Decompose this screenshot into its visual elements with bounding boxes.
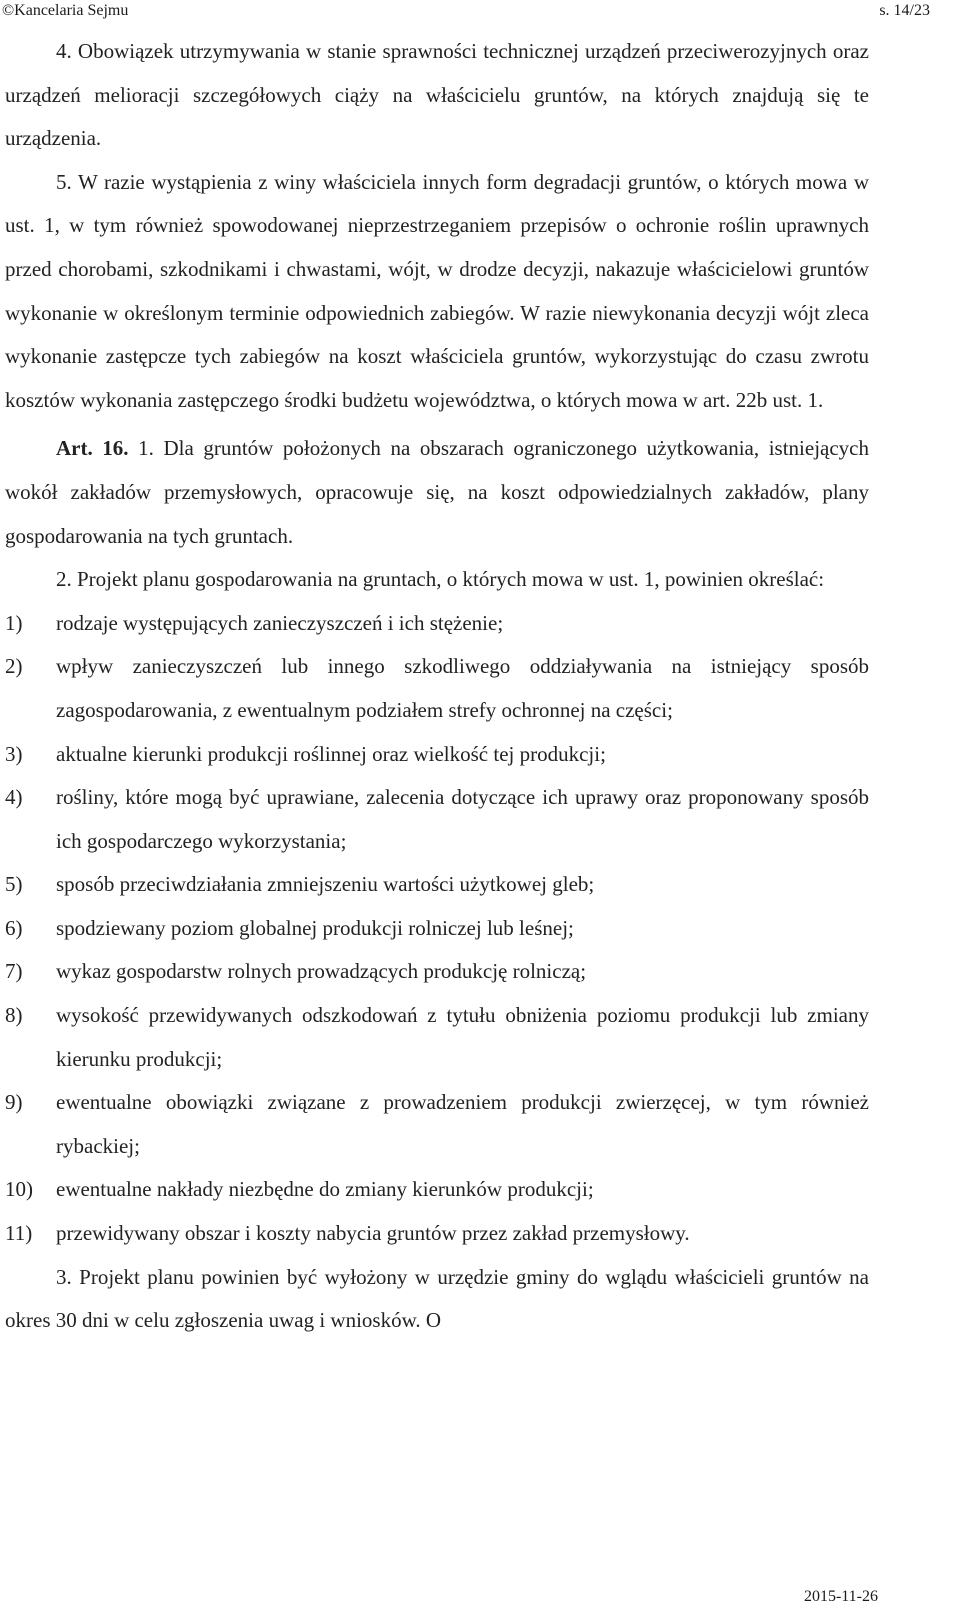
list-item-number: 7) [5,959,23,984]
document-body [5,30,869,1343]
list-item-number: 3) [5,741,23,766]
list-item-number: 5) [5,872,23,897]
article-16-paragraph-1 [5,427,869,558]
list-item [5,1081,869,1168]
list-item [5,776,869,863]
paragraph-4: 4. Obowiązek utrzymywania w stanie sprawności technicznej urządzeń przeciwerozyjnych oraz urządzeń melioracji szczegółowych ciąży na właścicielu gruntów, na których znajdują się te urządzenia. [5,39,869,151]
list-item [5,645,869,732]
list-item-number: 2) [5,654,23,679]
list-item [5,733,869,777]
list-item [5,907,869,951]
list-item [5,1168,869,1212]
list-item-text: spodziewany poziom globalnej produkcji rolniczej lub leśnej; [56,915,574,940]
list-item-text: rodzaje występujących zanieczyszczeń i ich stężenie; [56,610,504,635]
document-date: 2015-11-26 [803,1588,878,1605]
list-item [5,1212,869,1256]
article-16-text: 1. Dla gruntów położonych na obszarach ograniczonego użytkowania, istniejących wokół zakładów przemysłowych, opracowuje się, na koszt odpowiedzialnych zakładów, plany gospodarowania na tych gruntach. [5,436,869,548]
list-item-number: 4) [5,785,23,810]
list-item-text: rośliny, które mogą być uprawiane, zalecenia dotyczące ich uprawy oraz proponowany sposób ich gospodarczego wykorzystania; [56,785,869,853]
list-item-text: wykaz gospodarstw rolnych prowadzących produkcję rolniczą; [56,959,587,984]
list-item [5,994,869,1081]
list-item [5,602,869,646]
list-item-text: przewidywany obszar i koszty nabycia gruntów przez zakład przemysłowy. [56,1221,690,1246]
article-16-paragraph-2: 2. Projekt planu gospodarowania na gruntach, o których mowa w ust. 1, powinien określać: [56,567,825,592]
list-item-text: wpływ zanieczyszczeń lub innego szkodliwego oddziaływania na istniejący sposób zagospodarowania, z ewentualnym podziałem strefy ochronnej na części; [56,654,869,722]
article-16-paragraph-3: 3. Projekt planu powinien być wyłożony w urzędzie gminy do wglądu właścicieli gruntów na okres 30 dni w celu zgłoszenia uwag i wniosków. O [5,1264,869,1333]
list-item [5,950,869,994]
list-item-text: sposób przeciwdziałania zmniejszeniu wartości użytkowej gleb; [56,872,595,897]
list-item-number: 11) [5,1221,33,1246]
list-item-text: ewentualne obowiązki związane z prowadzeniem produkcji zwierzęcej, w tym również rybackiej; [56,1090,869,1158]
paragraph-5: 5. W razie wystąpienia z winy właściciela innych form degradacji gruntów, o których mowa w ust. 1, w tym również spowodowanej nieprzestrzeganiem przepisów o ochronie roślin uprawnych przed chorobami, szkodnikami i chwastami, wójt, w drodze decyzji, nakazuje właścicielowi gruntów wykonanie w określonym terminie odpowiednich zabiegów. W razie niewykonania decyzji wójt zleca wykonanie zastępcze tych zabiegów na koszt właściciela gruntów, wykorzystując do czasu zwrotu kosztów wykonania zastępczego środki budżetu województwa, o których mowa w art. 22b ust. 1. [5,169,869,412]
list-item-text: wysokość przewidywanych odszkodowań z tytułu obniżenia poziomu produkcji lub zmiany kierunku produkcji; [56,1003,869,1071]
list-item-text: ewentualne nakłady niezbędne do zmiany kierunków produkcji; [56,1177,594,1202]
list-item-number: 10) [5,1177,33,1202]
page-number: s. 14/23 [879,2,930,19]
list-item-number: 9) [5,1090,23,1115]
list-item-number: 6) [5,915,23,940]
list-item [5,863,869,907]
copyright-notice: ©Kancelaria Sejmu [2,2,129,19]
article-16-label: Art. 16. [56,436,129,461]
list-item-text: aktualne kierunki produkcji roślinnej oraz wielkość tej produkcji; [56,741,606,766]
list-item-number: 1) [5,610,23,635]
list-item-number: 8) [5,1003,23,1028]
